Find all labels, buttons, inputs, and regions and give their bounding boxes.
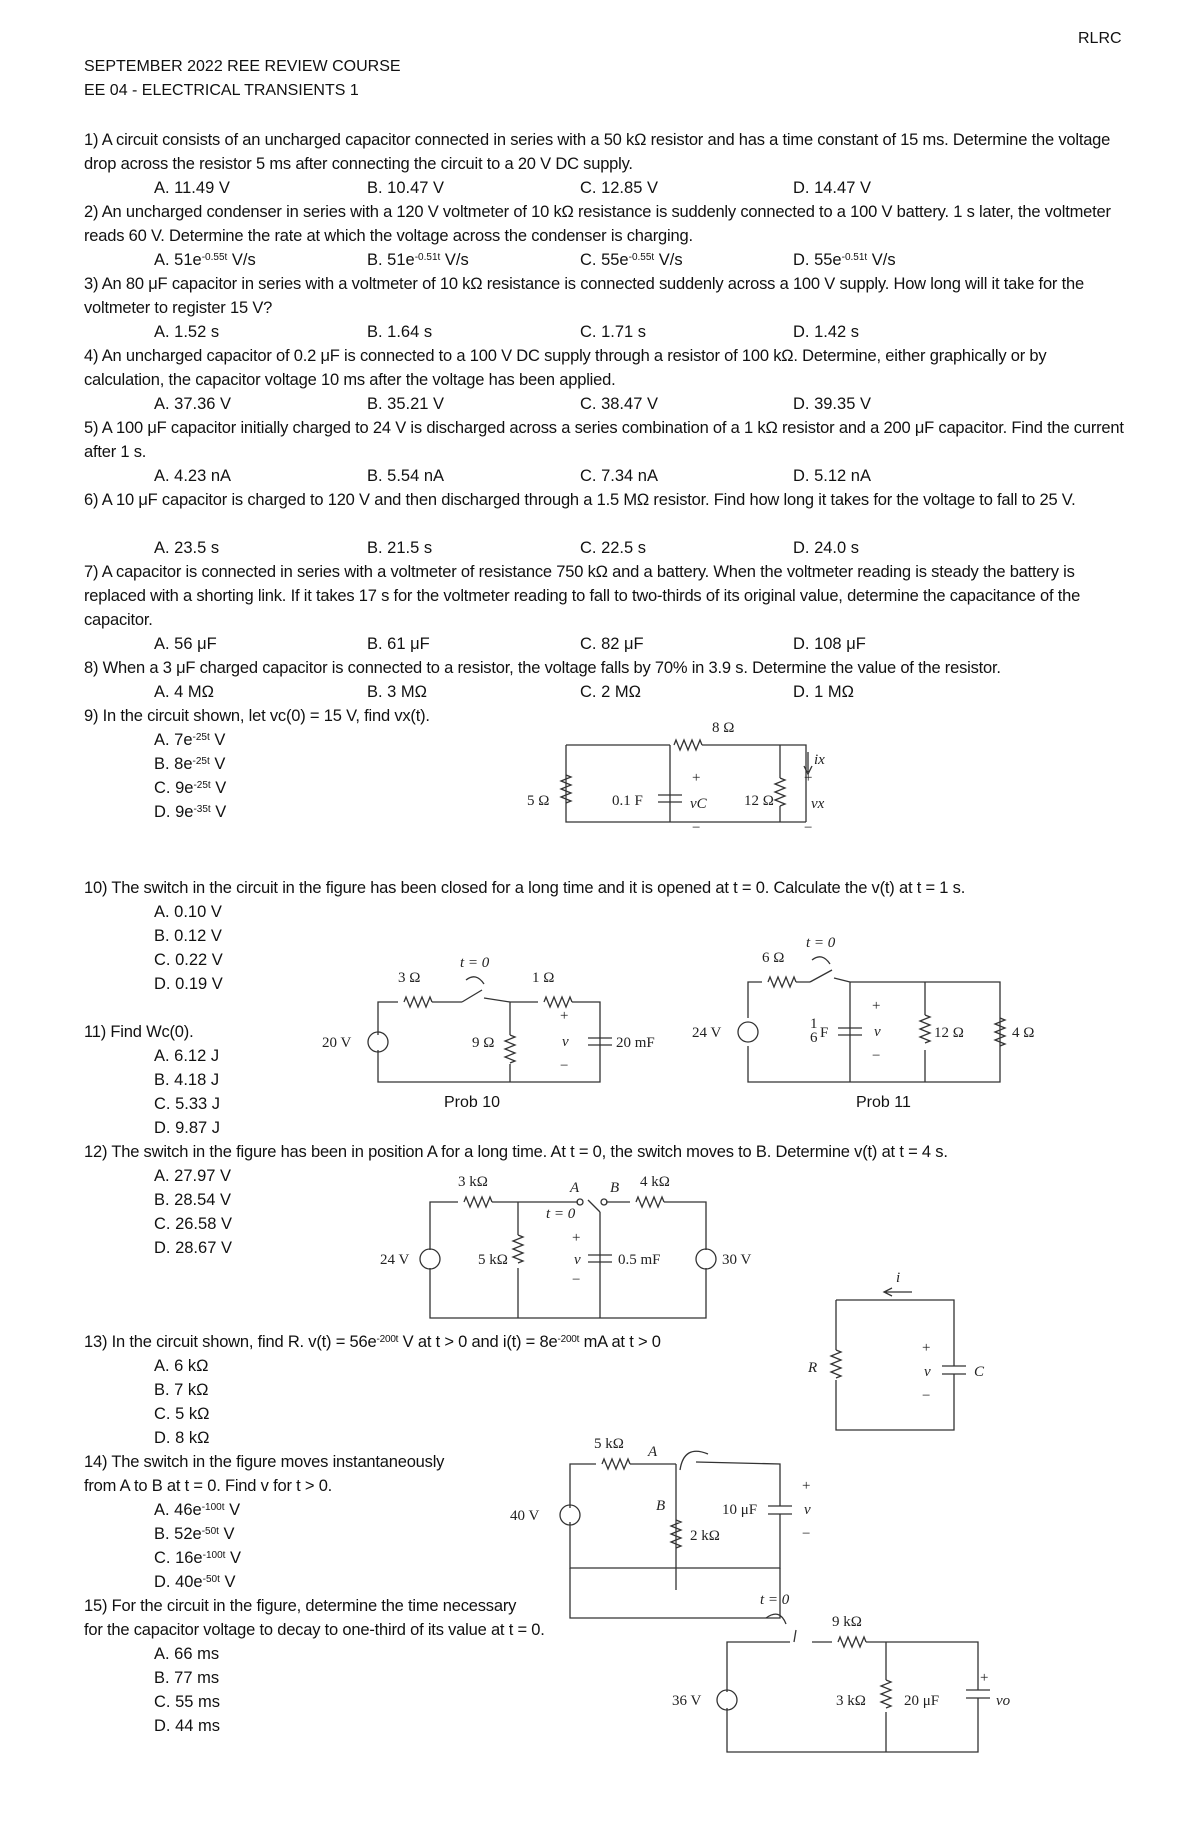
- question-15-line2: for the capacitor voltage to decay to one-third of its value at t = 0.: [84, 1621, 545, 1639]
- q14-resistor-2k: [671, 1520, 681, 1548]
- prob11-switch: [810, 970, 832, 982]
- q9-vx-label: vx: [811, 796, 825, 812]
- q14-resistor-5k-label: 5 kΩ: [594, 1436, 624, 1452]
- question-1: 1) A circuit consists of an uncharged capacitor connected in series with a 50 kΩ resistor and has a time constant of 15 ms. Determine the voltage drop across the resistor 5 ms after connecting the circuit to a 20 V DC supply.: [84, 131, 1111, 173]
- q5-option-c: C. 7.34 nA: [580, 467, 658, 485]
- q14-option-d: D. $40e^{-50t}$ V: [154, 1573, 236, 1591]
- question-2: 2) An uncharged condenser in series with a 120 V voltmeter of 10 kΩ resistance is suddenly connected to a 100 V battery. 1 s later, the voltmeter reads 60 V. Determine the rate at which the voltage across the condenser is charging.: [84, 203, 1111, 245]
- prob11-cap-numerator: 1: [810, 1016, 818, 1032]
- q10-option-a: A. 0.10 V: [154, 903, 222, 921]
- q13-capacitor: [942, 1366, 966, 1374]
- q12-option-b: B. 28.54 V: [154, 1191, 232, 1209]
- q15-vo-label: vo: [996, 1693, 1011, 1709]
- question-6: 6) A 10 μF capacitor is charged to 120 V and then discharged through a 1.5 MΩ resistor. Find how long it takes for the voltage to fall to 25 V.: [84, 491, 1076, 509]
- q7-option-c: C. 82 μF: [580, 635, 644, 653]
- question-4: 4) An uncharged capacitor of 0.2 μF is connected to a 100 V DC supply through a resistor of 100 kΩ. Determine, either graphically or by calculation, the capacitor voltage 10 ms after the voltage has been applied.: [84, 347, 1047, 389]
- q13-resistor-label: R: [808, 1360, 818, 1376]
- q12-label-a: A: [570, 1180, 580, 1196]
- prob10-resistor-3ohm: [404, 997, 432, 1007]
- q4-option-b: B. 35.21 V: [367, 395, 445, 413]
- q13-option-a: A. 6 kΩ: [154, 1357, 209, 1375]
- q13-v-plus: +: [922, 1340, 931, 1356]
- q12-capacitor: [588, 1255, 612, 1262]
- q12-v-plus: +: [572, 1230, 581, 1246]
- q9-resistor-12ohm-label: 12 Ω: [744, 793, 774, 809]
- q5-option-b: B. 5.54 nA: [367, 467, 445, 485]
- q2-option-b: B. $51e^{-0.51t}$ V/s: [367, 251, 469, 269]
- q3-option-c: C. 1.71 s: [580, 323, 647, 341]
- q14-resistor-5k: [602, 1459, 630, 1469]
- q15-option-c: C. 55 ms: [154, 1693, 221, 1711]
- q12-source-30v-label: 30 V: [722, 1252, 752, 1268]
- q10-option-d: D. 0.19 V: [154, 975, 223, 993]
- q15-option-b: B. 77 ms: [154, 1669, 220, 1687]
- q4-option-c: C. 38.47 V: [580, 395, 658, 413]
- prob10-resistor-1ohm: [544, 997, 572, 1007]
- prob10-wires: [378, 998, 600, 1082]
- prob10-switch-label: t = 0: [460, 955, 490, 971]
- q12-terminal-a: [577, 1199, 583, 1205]
- prob11-switch-label: t = 0: [806, 935, 836, 951]
- q13-v-minus: −: [922, 1388, 931, 1404]
- q7-option-a: A. 56 μF: [154, 635, 217, 653]
- q13-option-d: D. 8 kΩ: [154, 1429, 210, 1447]
- q12-resistor-5k: [513, 1235, 523, 1263]
- q8-option-a: A. 4 MΩ: [154, 683, 215, 701]
- prob11-resistor-12ohm-label: 12 Ω: [934, 1025, 964, 1041]
- q1-option-c: C. 12.85 V: [580, 179, 658, 197]
- q9-resistor-5ohm-label: 5 Ω: [527, 793, 550, 809]
- q14-label-a: A: [648, 1444, 658, 1460]
- q12-v-label: v: [574, 1252, 581, 1268]
- q15-source-label: 36 V: [672, 1693, 702, 1709]
- q12-switch: [588, 1200, 600, 1212]
- q13-option-c: C. 5 kΩ: [154, 1405, 210, 1423]
- question-5: 5) A 100 μF capacitor initially charged to 24 V is discharged across a series combination of a 1 kΩ resistor and a 200 μF capacitor. Find the current after 1 s.: [84, 419, 1124, 461]
- q1-option-a: A. 11.49 V: [154, 179, 230, 197]
- q3-option-b: B. 1.64 s: [367, 323, 433, 341]
- question-15-line1: 15) For the circuit in the figure, determine the time necessary: [84, 1597, 517, 1615]
- q14-source-label: 40 V: [510, 1508, 540, 1524]
- q12-option-c: C. 26.58 V: [154, 1215, 232, 1233]
- q11-option-c: C. 5.33 J: [154, 1095, 221, 1113]
- q3-option-d: D. 1.42 s: [793, 323, 860, 341]
- q15-capacitor-label: 20 μF: [904, 1693, 940, 1709]
- prob11-cap-denominator: 6: [810, 1030, 818, 1046]
- question-13: 13) In the circuit shown, find R. $v(t) = 56e^{-200t}$ V at t > 0 and $i(t) = 8e^{-200t}$ mA at t > 0: [84, 1333, 661, 1351]
- q12-resistor-5k-label: 5 kΩ: [478, 1252, 508, 1268]
- q9-resistor-5ohm: [561, 775, 571, 803]
- q3-option-a: A. 1.52 s: [154, 323, 220, 341]
- q9-resistor-8ohm-label: 8 Ω: [712, 720, 735, 736]
- q8-option-b: B. 3 MΩ: [367, 683, 428, 701]
- prob10-resistor-9ohm: [505, 1035, 515, 1063]
- q14-switch-arrow-icon: [680, 1451, 708, 1470]
- q8-option-c: C. 2 MΩ: [580, 683, 641, 701]
- q10-option-b: B. 0.12 V: [154, 927, 222, 945]
- q14-option-a: A. $46e^{-100t}$ V: [154, 1501, 241, 1519]
- q12-option-d: D. 28.67 V: [154, 1239, 232, 1257]
- q8-option-d: D. 1 MΩ: [793, 683, 854, 701]
- prob11-caption: Prob 11: [856, 1094, 911, 1111]
- q9-capacitor: [658, 795, 682, 802]
- q2-option-c: C. $55e^{-0.55t}$ V/s: [580, 251, 683, 269]
- q12-capacitor-label: 0.5 mF: [618, 1252, 661, 1268]
- prob11-resistor-4ohm-label: 4 Ω: [1012, 1025, 1035, 1041]
- q9-resistor-12ohm: [775, 778, 785, 806]
- header-corner-code: RLRC: [1078, 30, 1122, 47]
- q12-terminal-b: [601, 1199, 607, 1205]
- prob11-resistor-6ohm-label: 6 Ω: [762, 950, 785, 966]
- q15-wires: [727, 1630, 978, 1752]
- q15-voltage-source-icon: [717, 1690, 737, 1710]
- q13-v-label: v: [924, 1364, 931, 1380]
- q13-wires: [836, 1300, 954, 1430]
- q14-option-c: C. $16e^{-100t}$ V: [154, 1549, 242, 1567]
- prob10-resistor-3ohm-label: 3 Ω: [398, 970, 421, 986]
- q12-resistor-4k: [636, 1197, 664, 1207]
- q15-resistor-3k: [881, 1680, 891, 1708]
- prob11-capacitor: [838, 1028, 862, 1035]
- q11-option-a: A. 6.12 J: [154, 1047, 220, 1065]
- q14-capacitor-label: 10 μF: [722, 1502, 758, 1518]
- q9-vc-label: vC: [690, 796, 707, 812]
- q15-option-a: A. 66 ms: [154, 1645, 220, 1663]
- prob10-resistor-9ohm-label: 9 Ω: [472, 1035, 495, 1051]
- prob10-v-plus: +: [560, 1008, 569, 1024]
- question-8: 8) When a 3 μF charged capacitor is connected to a resistor, the voltage falls by 70% in 3.9 s. Determine the value of the resistor.: [84, 659, 1001, 677]
- q15-option-d: D. 44 ms: [154, 1717, 221, 1735]
- q15-switch-arrow-icon: [766, 1614, 786, 1624]
- q15-switch-label: t = 0: [760, 1592, 790, 1608]
- q14-v-plus: +: [802, 1478, 811, 1494]
- q12-option-a: A. 27.97 V: [154, 1167, 232, 1185]
- q9-option-d: D. $9e^{-35t}$ V: [154, 803, 227, 821]
- q1-option-d: D. 14.47 V: [793, 179, 871, 197]
- q11-option-b: B. 4.18 J: [154, 1071, 220, 1089]
- prob11-wires: [748, 978, 1000, 1082]
- prob10-capacitor-label: 20 mF: [616, 1035, 655, 1051]
- q14-wires: [570, 1462, 780, 1590]
- q2-option-d: D. $55e^{-0.51t}$ V/s: [793, 251, 896, 269]
- q15-resistor-9k-label: 9 kΩ: [832, 1614, 862, 1630]
- q12-resistor-3k-label: 3 kΩ: [458, 1174, 488, 1190]
- prob11-voltage-source-icon: [738, 1022, 758, 1042]
- q14-capacitor: [768, 1506, 792, 1514]
- q14-option-b: B. $52e^{-50t}$ V: [154, 1525, 235, 1543]
- q9-wires: [566, 745, 806, 822]
- q15-vo-plus: +: [980, 1670, 989, 1686]
- q13-capacitor-label: C: [974, 1364, 985, 1380]
- q9-vx-minus: −: [804, 820, 813, 836]
- q13-current-label: i: [896, 1270, 901, 1286]
- prob10-caption: Prob 10: [444, 1094, 501, 1111]
- question-11: 11) Find Wc(0).: [84, 1023, 194, 1041]
- q12-voltage-source-24v-icon: [420, 1249, 440, 1269]
- q9-vx-plus: +: [804, 770, 813, 786]
- prob10-v-label: v: [562, 1034, 569, 1050]
- prob10-v-minus: −: [560, 1058, 569, 1074]
- prob10-switch-arrow-icon: [466, 977, 484, 984]
- q14-resistor-2k-label: 2 kΩ: [690, 1528, 720, 1544]
- question-14-line1: 14) The switch in the figure moves instantaneously: [84, 1453, 445, 1471]
- question-14-line2: from A to B at t = 0. Find v for t > 0.: [84, 1477, 333, 1495]
- question-9: 9) In the circuit shown, let vc(0) = 15 V, find vx(t).: [84, 707, 430, 725]
- q6-option-b: B. 21.5 s: [367, 539, 433, 557]
- course-title: SEPTEMBER 2022 REE REVIEW COURSE: [84, 58, 401, 75]
- q9-capacitor-label: 0.1 F: [612, 793, 643, 809]
- q12-source-24v-label: 24 V: [380, 1252, 410, 1268]
- q11-option-d: D. 9.87 J: [154, 1119, 221, 1137]
- question-10: 10) The switch in the circuit in the figure has been closed for a long time and it is opened at t = 0. Calculate the v(t) at t = 1 s.: [84, 879, 966, 897]
- prob10-voltage-source-icon: [368, 1032, 388, 1052]
- prob11-cap-unit: F: [820, 1025, 829, 1041]
- q12-v-minus: −: [572, 1272, 581, 1288]
- prob10-resistor-1ohm-label: 1 Ω: [532, 970, 555, 986]
- prob11-resistor-12ohm: [920, 1015, 930, 1043]
- prob11-v-minus: −: [872, 1048, 881, 1064]
- q15-resistor-9k: [838, 1637, 866, 1647]
- q4-option-d: D. 39.35 V: [793, 395, 871, 413]
- prob11-v-plus: +: [872, 998, 881, 1014]
- q2-option-a: A. $51e^{-0.55t}$ V/s: [154, 251, 256, 269]
- q12-voltage-source-30v-icon: [696, 1249, 716, 1269]
- prob11-v-label: v: [874, 1024, 881, 1040]
- q9-option-a: A. $7e^{-25t}$ V: [154, 731, 226, 749]
- prob10-switch: [462, 990, 482, 1002]
- q13-option-b: B. 7 kΩ: [154, 1381, 209, 1399]
- q14-v-minus: −: [802, 1526, 811, 1542]
- prob11-source-label: 24 V: [692, 1025, 722, 1041]
- q9-ix-label: ix: [814, 752, 825, 768]
- q10-option-c: C. 0.22 V: [154, 951, 223, 969]
- q4-option-a: A. 37.36 V: [154, 395, 232, 413]
- prob11-resistor-4ohm: [995, 1018, 1005, 1046]
- q12-resistor-4k-label: 4 kΩ: [640, 1174, 670, 1190]
- question-3: 3) An 80 μF capacitor in series with a voltmeter of 10 kΩ resistance is connected suddenly across a 100 V supply. How long will it take for the voltmeter to register 15 V?: [84, 275, 1084, 317]
- q5-option-a: A. 4.23 nA: [154, 467, 232, 485]
- q9-vc-plus: +: [692, 770, 701, 786]
- q14-bottom-return: [570, 1568, 780, 1618]
- q12-label-b: B: [610, 1180, 620, 1196]
- q9-vc-minus: −: [692, 820, 701, 836]
- q14-label-b: B: [656, 1498, 666, 1514]
- q9-resistor-8ohm: [674, 740, 702, 750]
- q5-option-d: D. 5.12 nA: [793, 467, 871, 485]
- question-12: 12) The switch in the figure has been in position A for a long time. At t = 0, the switch moves to B. Determine v(t) at t = 4 s.: [84, 1143, 948, 1161]
- q6-option-d: D. 24.0 s: [793, 539, 860, 557]
- q15-capacitor: [966, 1690, 990, 1698]
- q6-option-c: C. 22.5 s: [580, 539, 647, 557]
- question-7: 7) A capacitor is connected in series with a voltmeter of resistance 750 kΩ and a battery. When the voltmeter reading is steady the battery is replaced with a shorting link. If it takes 17 s for the voltmeter reading to fall to two-thirds of its original value, determine the capacitance of the capacitor.: [84, 563, 1081, 629]
- q13-current-arrow-icon: [884, 1288, 912, 1296]
- prob11-switch-arrow-icon: [812, 957, 830, 964]
- q7-option-b: B. 61 μF: [367, 635, 430, 653]
- subject-title: EE 04 - ELECTRICAL TRANSIENTS 1: [84, 82, 359, 99]
- q7-option-d: D. 108 μF: [793, 635, 866, 653]
- q1-option-b: B. 10.47 V: [367, 179, 445, 197]
- q12-resistor-3k: [464, 1197, 492, 1207]
- q12-switch-label: t = 0: [546, 1206, 576, 1222]
- q12-wires: [430, 1202, 706, 1318]
- q9-ix-arrow-icon: [804, 752, 812, 774]
- prob10-capacitor: [588, 1038, 612, 1045]
- q14-v-label: v: [804, 1502, 811, 1518]
- q14-voltage-source-icon: [560, 1505, 580, 1525]
- q6-option-a: A. 23.5 s: [154, 539, 220, 557]
- prob10-source-label: 20 V: [322, 1035, 352, 1051]
- q13-resistor-r: [831, 1350, 841, 1378]
- q9-option-b: B. $8e^{-25t}$ V: [154, 755, 226, 773]
- prob11-resistor-6ohm: [768, 977, 796, 987]
- q9-option-c: C. $9e^{-25t}$ V: [154, 779, 227, 797]
- q15-resistor-3k-label: 3 kΩ: [836, 1693, 866, 1709]
